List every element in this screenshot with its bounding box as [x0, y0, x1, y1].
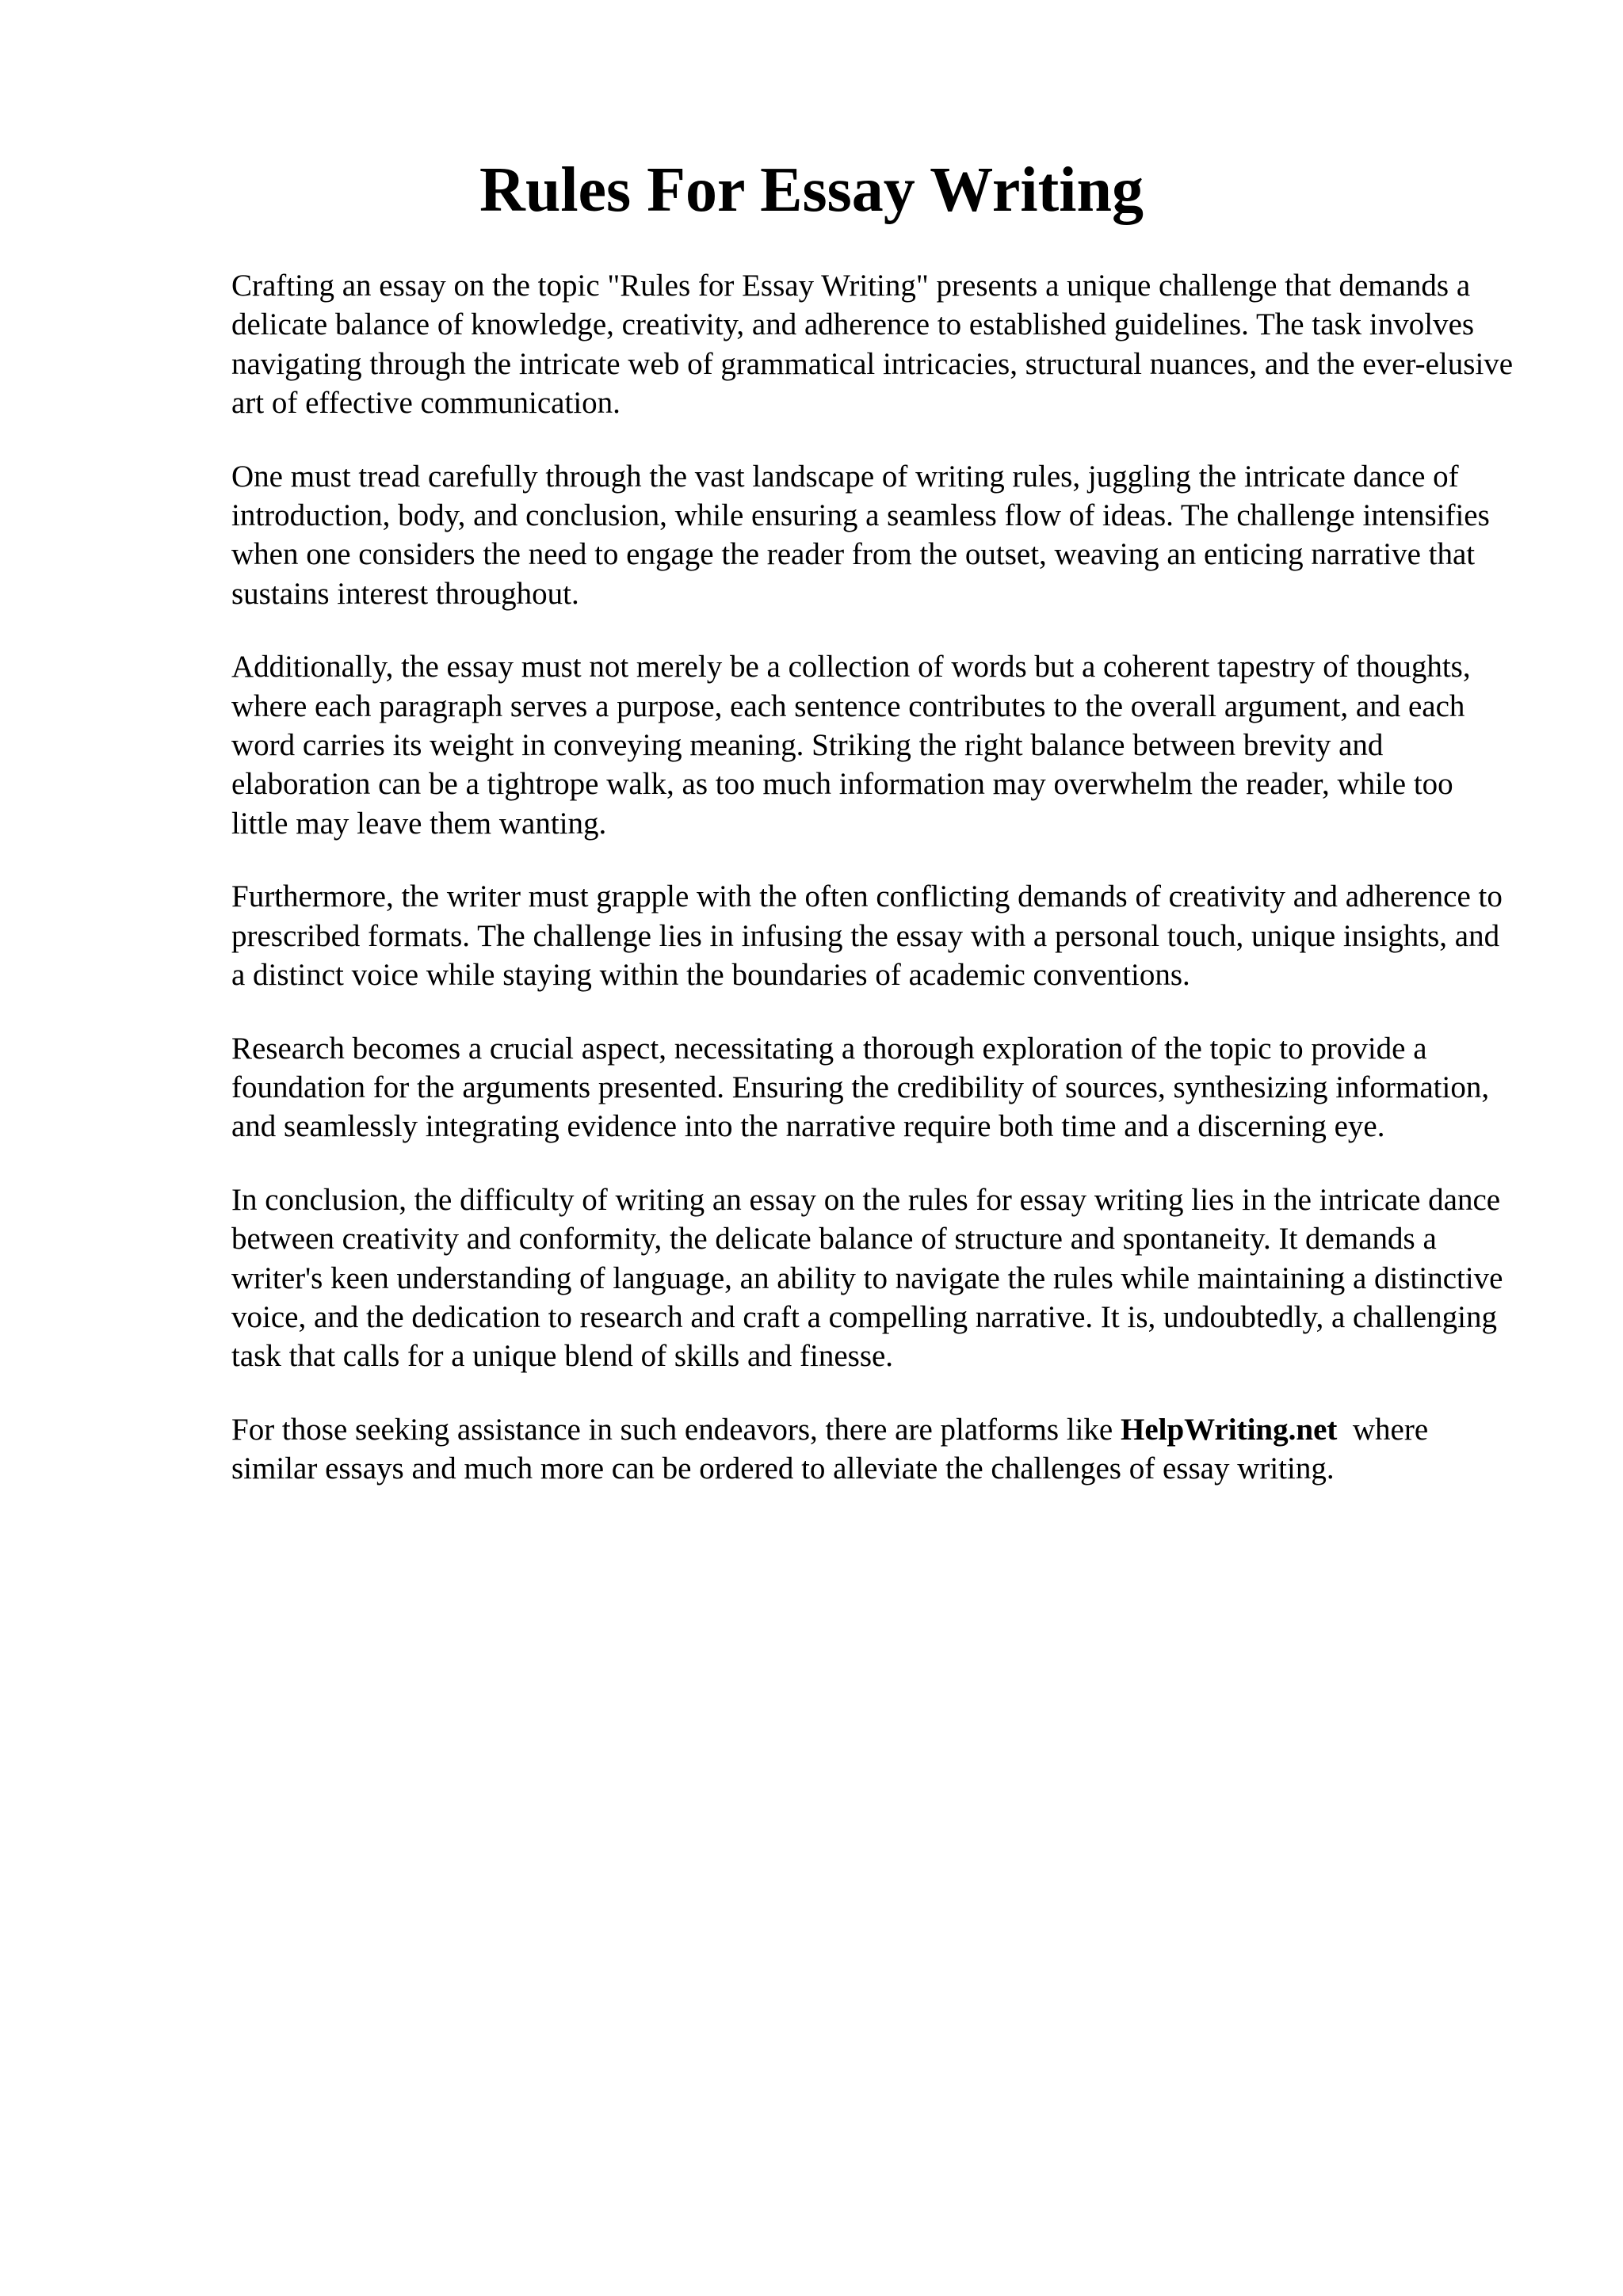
document-title: Rules For Essay Writing [479, 155, 1144, 225]
closing-text-after: where similar essays and much more can be ordered to alleviate the challenges of essay writing. [231, 1412, 1436, 1486]
paragraph: Crafting an essay on the topic "Rules for Essay Writing" presents a unique challenge that demands a delicate balance of knowledge, creativity, and adherence to established guidelines. The task involves navigating through the intricate web of grammatical intricacies, structural nuances, and the ever-elusive art of effective communication. [231, 269, 1514, 421]
paragraph: Furthermore, the writer must grapple with the often conflicting demands of creativity and adherence to prescribed formats. The challenge lies in infusing the essay with a personal touch, unique insights, and a distinct voice while staying within the boundaries of academic conventions. [231, 879, 1503, 993]
paragraph: In conclusion, the difficulty of writing an essay on the rules for essay writing lies in the intricate dance between creativity and conformity, the delicate balance of structure and spontaneity. It demands a writer's keen understanding of language, an ability to navigate the rules while maintaining a distinctive voice, and the dedication to research and craft a compelling narrative. It is, undoubtedly, a challenging task that calls for a unique blend of skills and finesse. [231, 1182, 1503, 1374]
closing-paragraph [231, 1410, 1515, 1489]
paragraph: Research becomes a crucial aspect, necessitating a thorough exploration of the topic to provide a foundation for the arguments presented. Ensuring the credibility of sources, synthesizing information, and seamlessly integrating evidence into the narrative require both time and a discerning eye. [231, 1031, 1490, 1144]
paragraph: One must tread carefully through the vast landscape of writing rules, juggling the intricate dance of introduction, body, and conclusion, while ensuring a seamless flow of ideas. The challenge intensifies when one considers the need to engage the reader from the outset, weaving an enticing narrative that sustains interest throughout. [231, 459, 1490, 611]
helpwriting-link[interactable]: HelpWriting.net [1121, 1412, 1338, 1447]
closing-text-before: For those seeking assistance in such endeavors, there are platforms like [231, 1412, 1121, 1447]
document-body [231, 266, 1515, 1523]
paragraph: Additionally, the essay must not merely be a collection of words but a coherent tapestry of thoughts, where each paragraph serves a purpose, each sentence contributes to the overall argument, and each word carries its weight in conveying meaning. Striking the right balance between brevity and elaboration can be a tightrope walk, as too much information may overwhelm the reader, while too little may leave them wanting. [231, 650, 1471, 841]
